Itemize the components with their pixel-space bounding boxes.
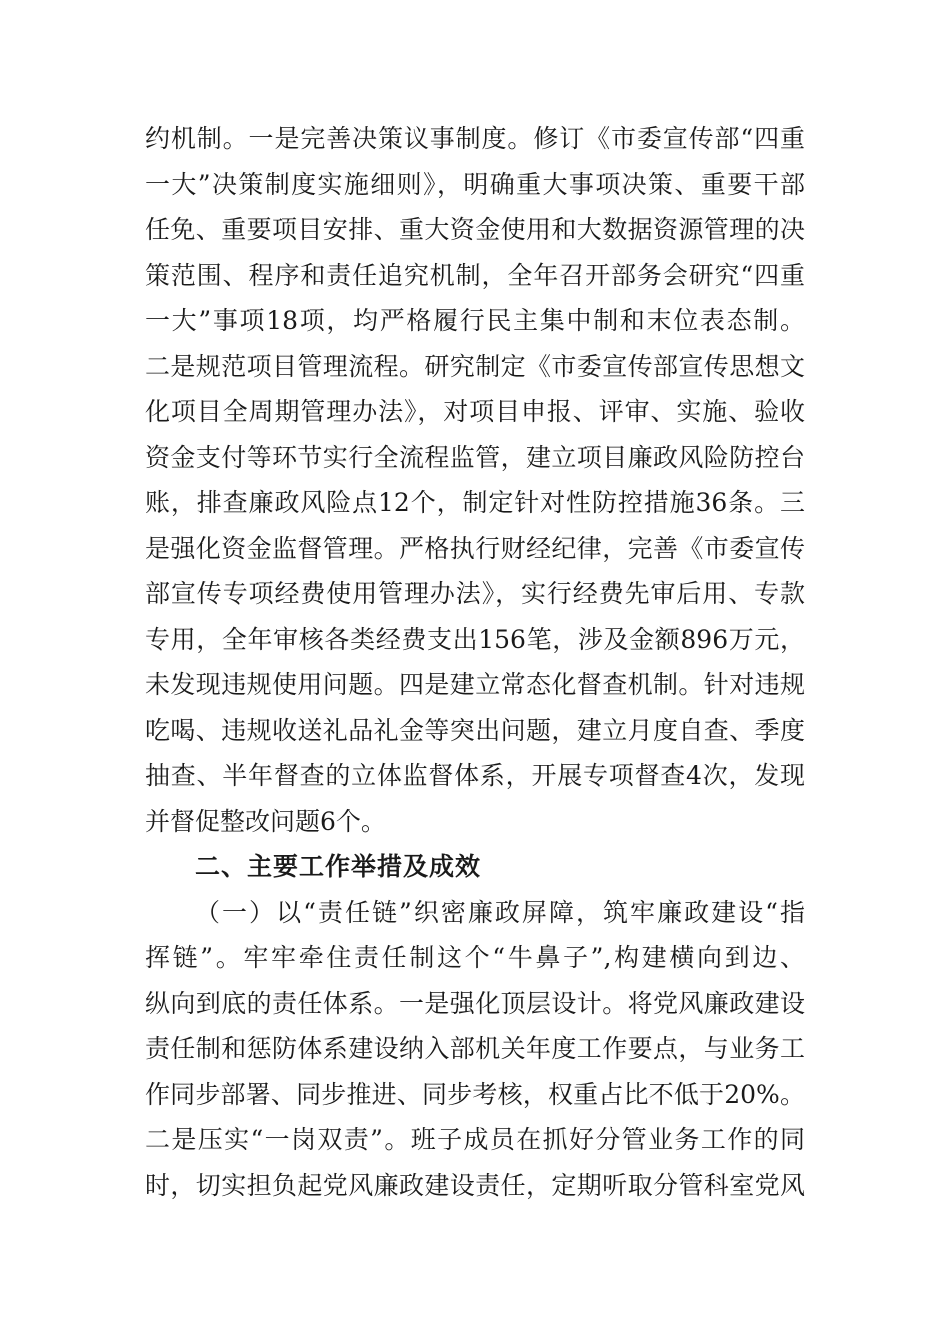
paragraph-2-line-1: （一）以“责任链”织密廉政屏障，筑牢廉政建设“指 (195, 898, 805, 927)
paragraph-2-line-5: 作同步部署、同步推进、同步考核，权重占比不低于20%。 (145, 1080, 805, 1109)
paragraph-1-line-9: 账，排查廉政风险点12个，制定针对性防控措施36条。三 (145, 488, 805, 517)
paragraph-1-line-5: 一大”事项18项，均严格履行民主集中制和末位表态制。 (145, 306, 805, 335)
paragraph-1-line-13: 未发现违规使用问题。四是建立常态化督查机制。针对违规 (145, 670, 805, 699)
paragraph-2-line-7: 时，切实担负起党风廉政建设责任，定期听取分管科室党风 (145, 1171, 805, 1200)
paragraph-1-line-16: 并督促整改问题6个。 (145, 807, 386, 836)
paragraph-2-line-6: 二是压实“一岗双责”。班子成员在抓好分管业务工作的同 (145, 1125, 805, 1154)
section-heading: 二、主要工作举措及成效 (195, 852, 482, 881)
paragraph-1-line-8: 资金支付等环节实行全流程监管，建立项目廉政风险防控台 (145, 443, 805, 472)
paragraph-1-line-12: 专用，全年审核各类经费支出156笔，涉及金额896万元， (145, 625, 805, 654)
paragraph-1-line-11: 部宣传专项经费使用管理办法》，实行经费先审后用、专款 (145, 579, 805, 608)
paragraph-1-line-14: 吃喝、违规收送礼品礼金等突出问题，建立月度自查、季度 (145, 716, 805, 745)
paragraph-1-line-10: 是强化资金监督管理。严格执行财经纪律，完善《市委宣传 (145, 534, 805, 563)
paragraph-1-line-7: 化项目全周期管理办法》，对项目申报、评审、实施、验收 (145, 397, 805, 426)
paragraph-1-line-6: 二是规范项目管理流程。研究制定《市委宣传部宣传思想文 (145, 352, 805, 381)
paragraph-1-line-1: 约机制。一是完善决策议事制度。修订《市委宣传部“四重 (145, 124, 805, 153)
paragraph-2-line-3: 纵向到底的责任体系。一是强化顶层设计。将党风廉政建设 (145, 989, 805, 1018)
paragraph-1-line-2: 一大”决策制度实施细则》，明确重大事项决策、重要干部 (145, 170, 805, 199)
paragraph-1-line-3: 任免、重要项目安排、重大资金使用和大数据资源管理的决 (145, 215, 805, 244)
paragraph-1-line-4: 策范围、程序和责任追究机制，全年召开部务会研究“四重 (145, 261, 805, 290)
paragraph-1-line-15: 抽查、半年督查的立体监督体系，开展专项督查4次，发现 (145, 761, 805, 790)
paragraph-2-line-4: 责任制和惩防体系建设纳入部机关年度工作要点，与业务工 (145, 1034, 805, 1063)
paragraph-2-line-2: 挥链”。牢牢牵住责任制这个“牛鼻子”,构建横向到边、 (145, 943, 805, 972)
